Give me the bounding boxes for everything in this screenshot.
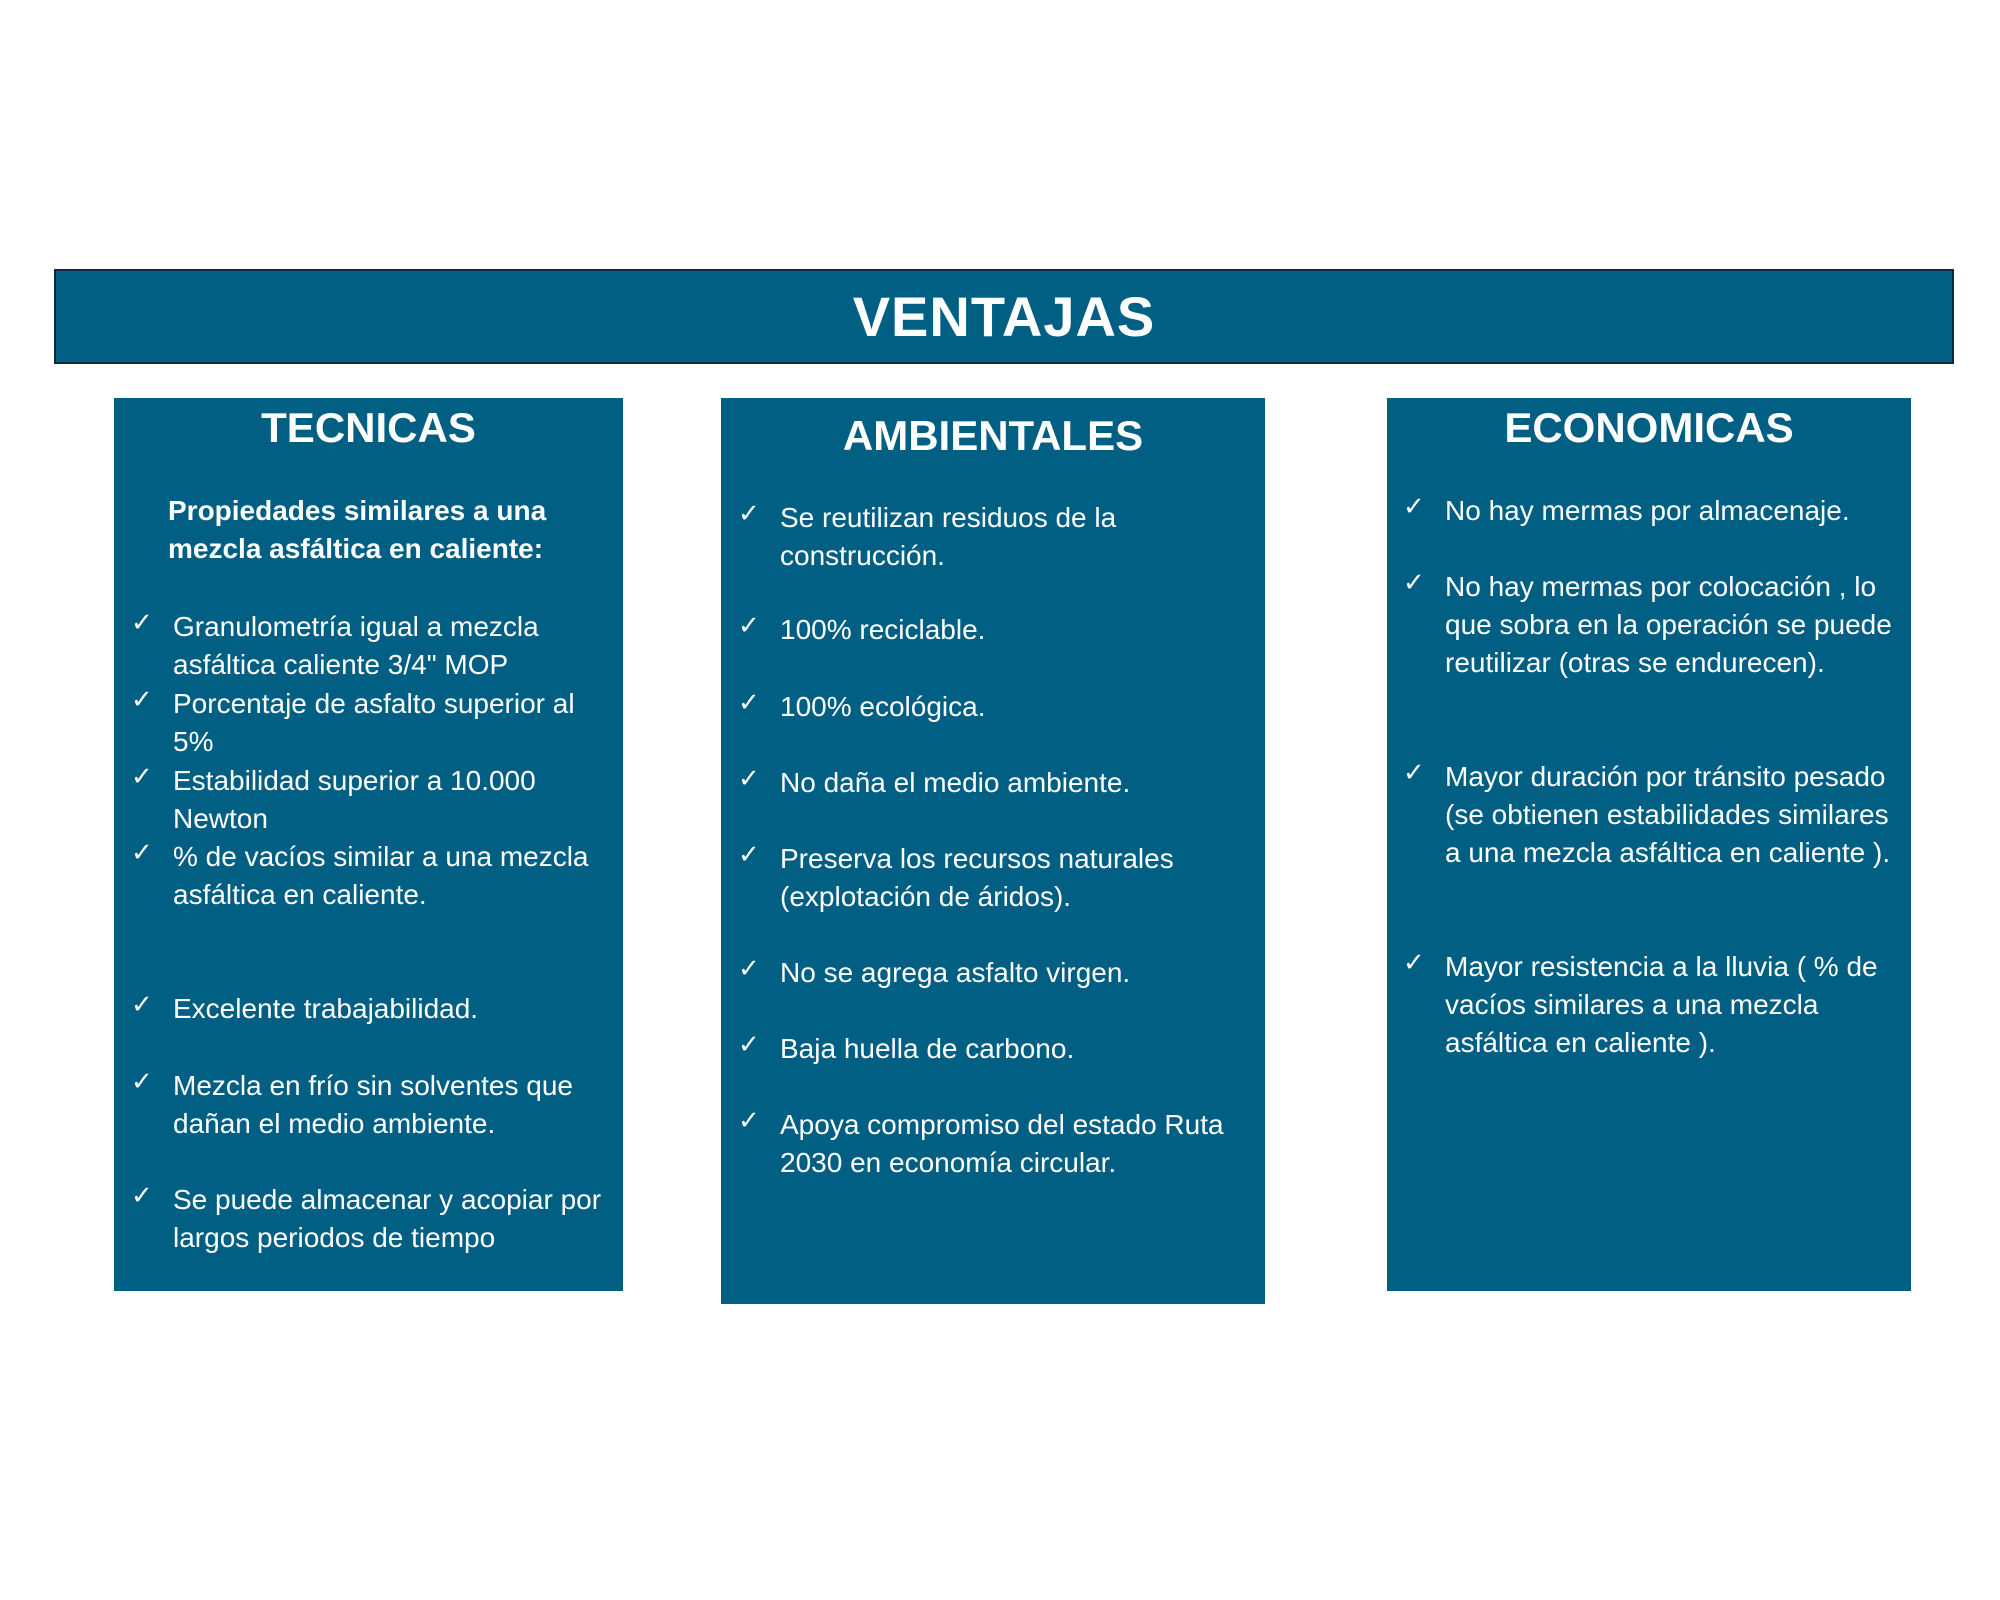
check-icon: ✓	[131, 1181, 153, 1211]
list-item-text: Baja huella de carbono.	[780, 1033, 1075, 1064]
check-icon: ✓	[738, 499, 760, 529]
list-item	[738, 1030, 1250, 1068]
check-icon: ✓	[131, 608, 153, 638]
check-icon: ✓	[738, 688, 760, 718]
list-item	[1403, 568, 1900, 682]
panel-economicas	[1387, 398, 1911, 1291]
list-item-text: Mezcla en frío sin solventes que dañan el medio ambiente.	[173, 1070, 573, 1139]
list-item-text: Excelente trabajabilidad.	[173, 993, 479, 1024]
check-icon: ✓	[738, 954, 760, 984]
list-item-text: No se agrega asfalto virgen.	[780, 957, 1131, 988]
list-item	[131, 1067, 613, 1143]
list-item-text: No hay mermas por colocación , lo que sobra en la operación se puede reutilizar (otras se endurecen).	[1445, 571, 1892, 678]
tecnicas-intro: Propiedades similares a una mezcla asfáltica en caliente:	[168, 495, 547, 564]
check-icon: ✓	[1403, 492, 1425, 522]
list-item	[738, 499, 1250, 575]
list-item-text: % de vacíos similar a una mezcla asfáltica en caliente.	[173, 841, 589, 910]
list-item	[738, 1106, 1250, 1182]
list-item	[738, 840, 1250, 916]
panel-title-ambientales: AMBIENTALES	[842, 412, 1144, 459]
check-icon: ✓	[131, 990, 153, 1020]
list-item-text: Se puede almacenar y acopiar por largos periodos de tiempo	[173, 1184, 602, 1253]
list-item	[738, 954, 1250, 992]
check-icon: ✓	[738, 611, 760, 641]
check-icon: ✓	[131, 1067, 153, 1097]
list-item-text: Porcentaje de asfalto superior al 5%	[173, 688, 575, 757]
check-icon: ✓	[1403, 758, 1425, 788]
panel-ambientales	[721, 398, 1265, 1304]
check-icon: ✓	[738, 1030, 760, 1060]
check-icon: ✓	[738, 1106, 760, 1136]
check-icon: ✓	[738, 764, 760, 794]
list-item-text: No hay mermas por almacenaje.	[1445, 495, 1850, 526]
panel-title-economicas: ECONOMICAS	[1504, 404, 1794, 451]
list-item	[131, 1181, 613, 1257]
panel-tecnicas	[114, 398, 623, 1291]
list-item	[131, 685, 613, 761]
check-icon: ✓	[131, 838, 153, 868]
list-item-text: Apoya compromiso del estado Ruta 2030 en economía circular.	[780, 1109, 1224, 1178]
list-item	[1403, 492, 1900, 530]
list-item	[738, 688, 1250, 726]
banner-title: VENTAJAS	[852, 285, 1156, 348]
list-item-text: 100% ecológica.	[780, 691, 986, 722]
list-item-text: Estabilidad superior a 10.000 Newton	[173, 765, 536, 834]
list-item	[131, 762, 613, 838]
list-item	[1403, 948, 1900, 1062]
check-icon: ✓	[738, 840, 760, 870]
check-icon: ✓	[1403, 948, 1425, 978]
list-item-text: Mayor resistencia a la lluvia ( % de vacíos similares a una mezcla asfáltica en caliente ).	[1445, 951, 1878, 1058]
list-item-text: Preserva los recursos naturales (explotación de áridos).	[780, 843, 1174, 912]
list-item-text: Mayor duración por tránsito pesado (se obtienen estabilidades similares a una mezcla asfáltica en caliente ).	[1445, 761, 1891, 868]
panel-title-tecnicas: TECNICAS	[261, 404, 476, 451]
list-item	[1403, 758, 1900, 872]
list-item-text: Granulometría igual a mezcla asfáltica caliente 3/4" MOP	[173, 611, 539, 680]
list-item	[131, 608, 613, 684]
list-item	[738, 764, 1250, 802]
check-icon: ✓	[1403, 568, 1425, 598]
check-icon: ✓	[131, 685, 153, 715]
list-item-text: No daña el medio ambiente.	[780, 767, 1131, 798]
list-item-text: 100% reciclable.	[780, 614, 986, 645]
list-item	[738, 611, 1250, 649]
list-item-text: Se reutilizan residuos de la construcción.	[780, 502, 1117, 571]
list-item	[131, 990, 613, 1028]
ventajas-banner	[54, 269, 1954, 364]
check-icon: ✓	[131, 762, 153, 792]
list-item	[131, 838, 613, 914]
